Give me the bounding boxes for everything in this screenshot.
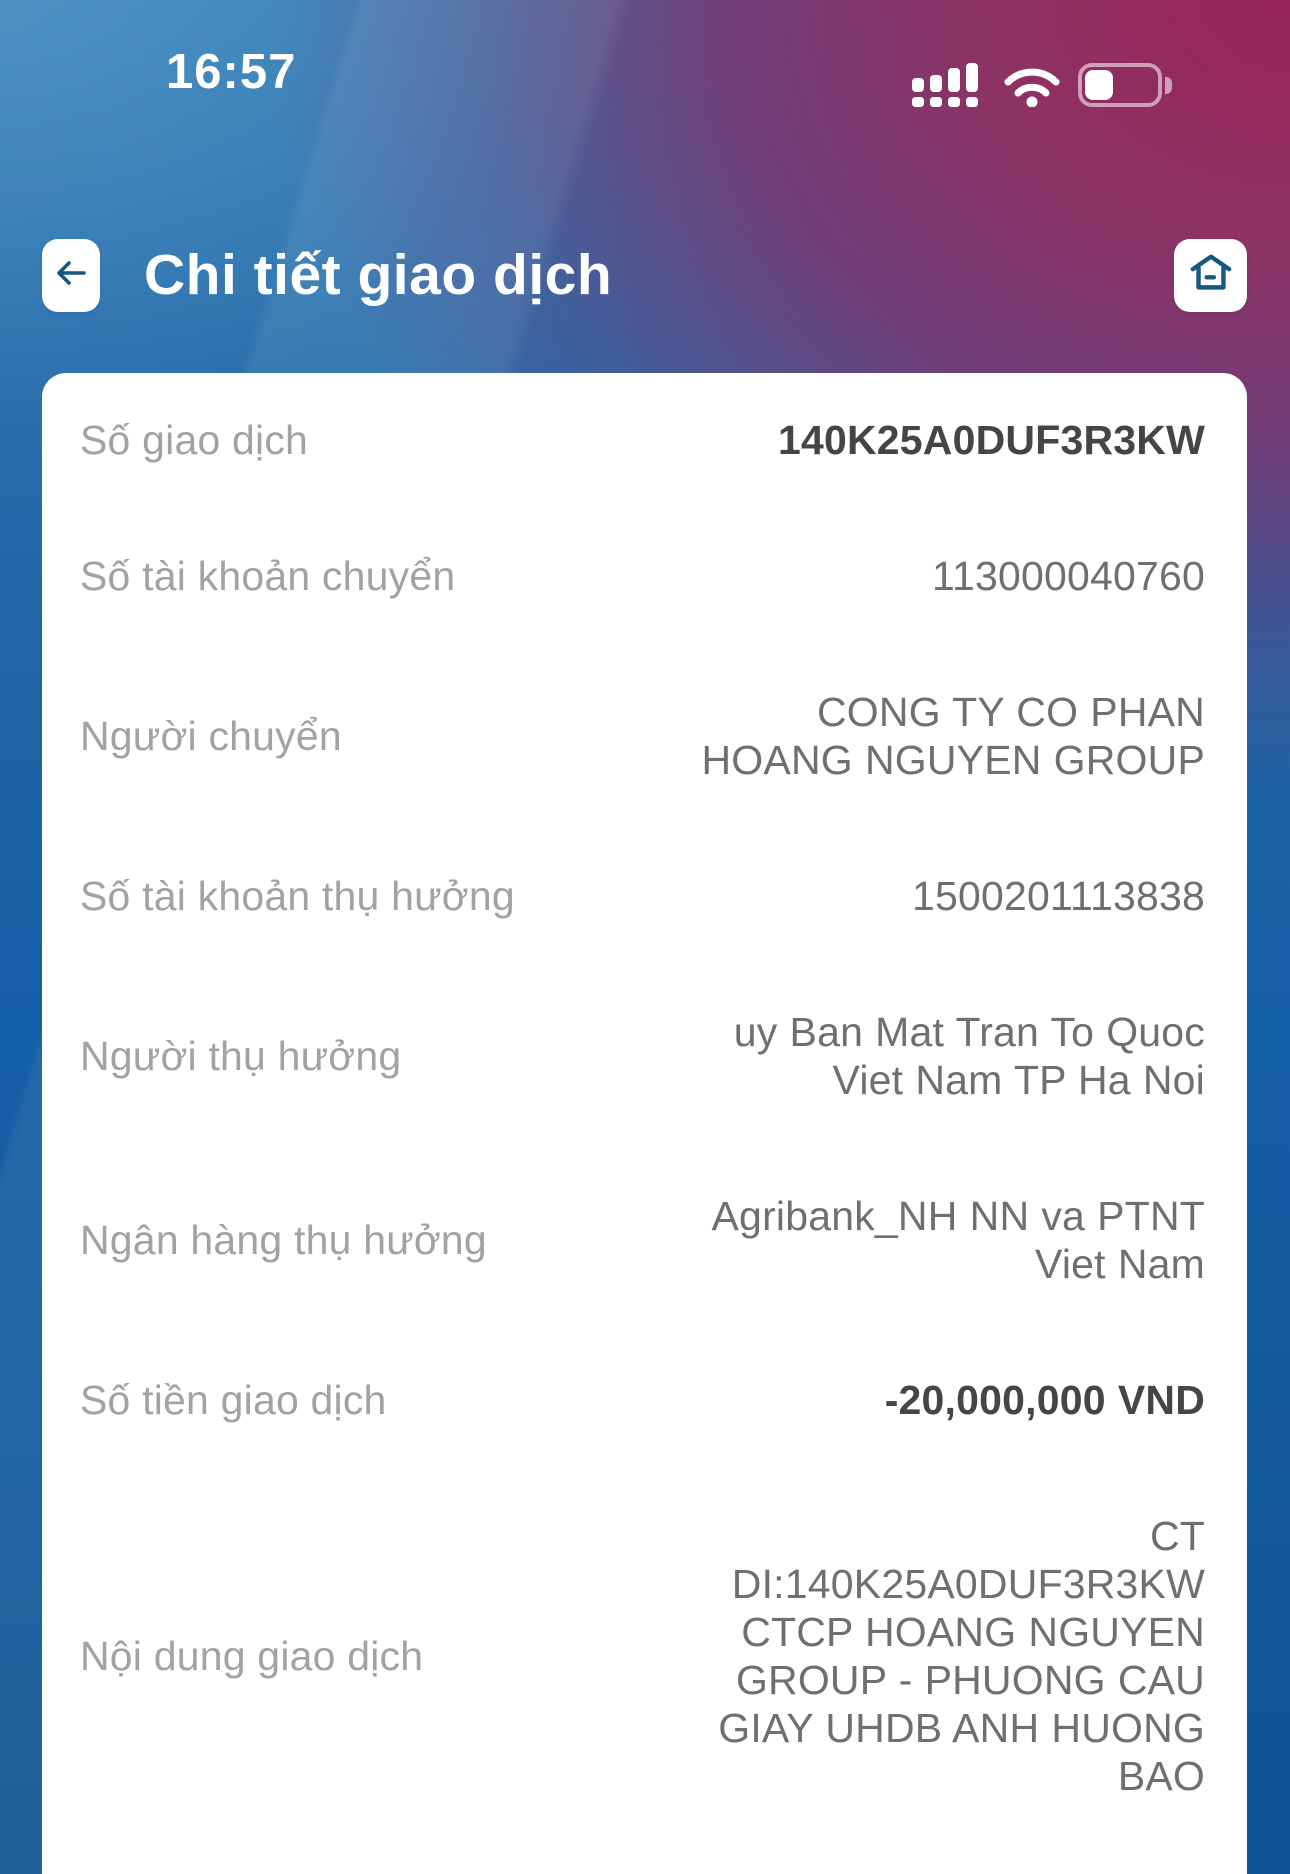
transaction-row [80, 1149, 1205, 1333]
status-bar [0, 0, 1290, 120]
row-label: Nội dung giao dịch [80, 1633, 424, 1680]
transaction-row [80, 1469, 1205, 1845]
row-label: Số tài khoản thụ hưởng [80, 873, 515, 920]
row-label: Người chuyển [80, 713, 342, 760]
wifi-icon [1001, 60, 1063, 112]
row-label: Số giao dịch [80, 417, 309, 464]
row-value: 140K25A0DUF3R3KW [777, 417, 1205, 463]
row-value: 1500201113838 [912, 872, 1205, 919]
transaction-row [80, 509, 1205, 645]
row-value: CT DI:140K25A0DUF3R3KW CTCP HOANG NGUYEN GROUP - PHUONG CAU GIAY UHDB ANH HUONG BAO [718, 1512, 1205, 1799]
transaction-row [80, 1333, 1205, 1469]
battery-icon [1078, 63, 1178, 107]
row-value: Agribank_NH NN va PTNT Viet Nam [711, 1192, 1205, 1287]
transaction-row [80, 373, 1205, 509]
row-label: Số tiền giao dịch [80, 1377, 387, 1424]
back-arrow-icon [51, 253, 91, 298]
row-label: Ngân hàng thụ hưởng [80, 1217, 487, 1264]
transaction-row [80, 965, 1205, 1149]
battery-level [1085, 70, 1113, 100]
header [42, 238, 1247, 312]
row-value: -20,000,000 VND [884, 1376, 1205, 1423]
cellular-signal-icon [912, 63, 982, 107]
row-label: Số tài khoản chuyển [80, 553, 456, 600]
row-label: Người thụ hưởng [80, 1033, 402, 1080]
row-value: uy Ban Mat Tran To Quoc Viet Nam TP Ha Noi [733, 1008, 1205, 1103]
transaction-details-card [42, 373, 1247, 1874]
status-time: 16:57 [166, 45, 297, 99]
home-icon [1188, 250, 1234, 301]
row-value: 113000040760 [932, 552, 1205, 599]
transaction-row [80, 829, 1205, 965]
back-button[interactable] [42, 239, 100, 312]
home-button[interactable] [1174, 239, 1247, 312]
page-title: Chi tiết giao dịch [144, 243, 613, 307]
row-value: CONG TY CO PHAN HOANG NGUYEN GROUP [701, 688, 1205, 783]
transaction-row [80, 645, 1205, 829]
